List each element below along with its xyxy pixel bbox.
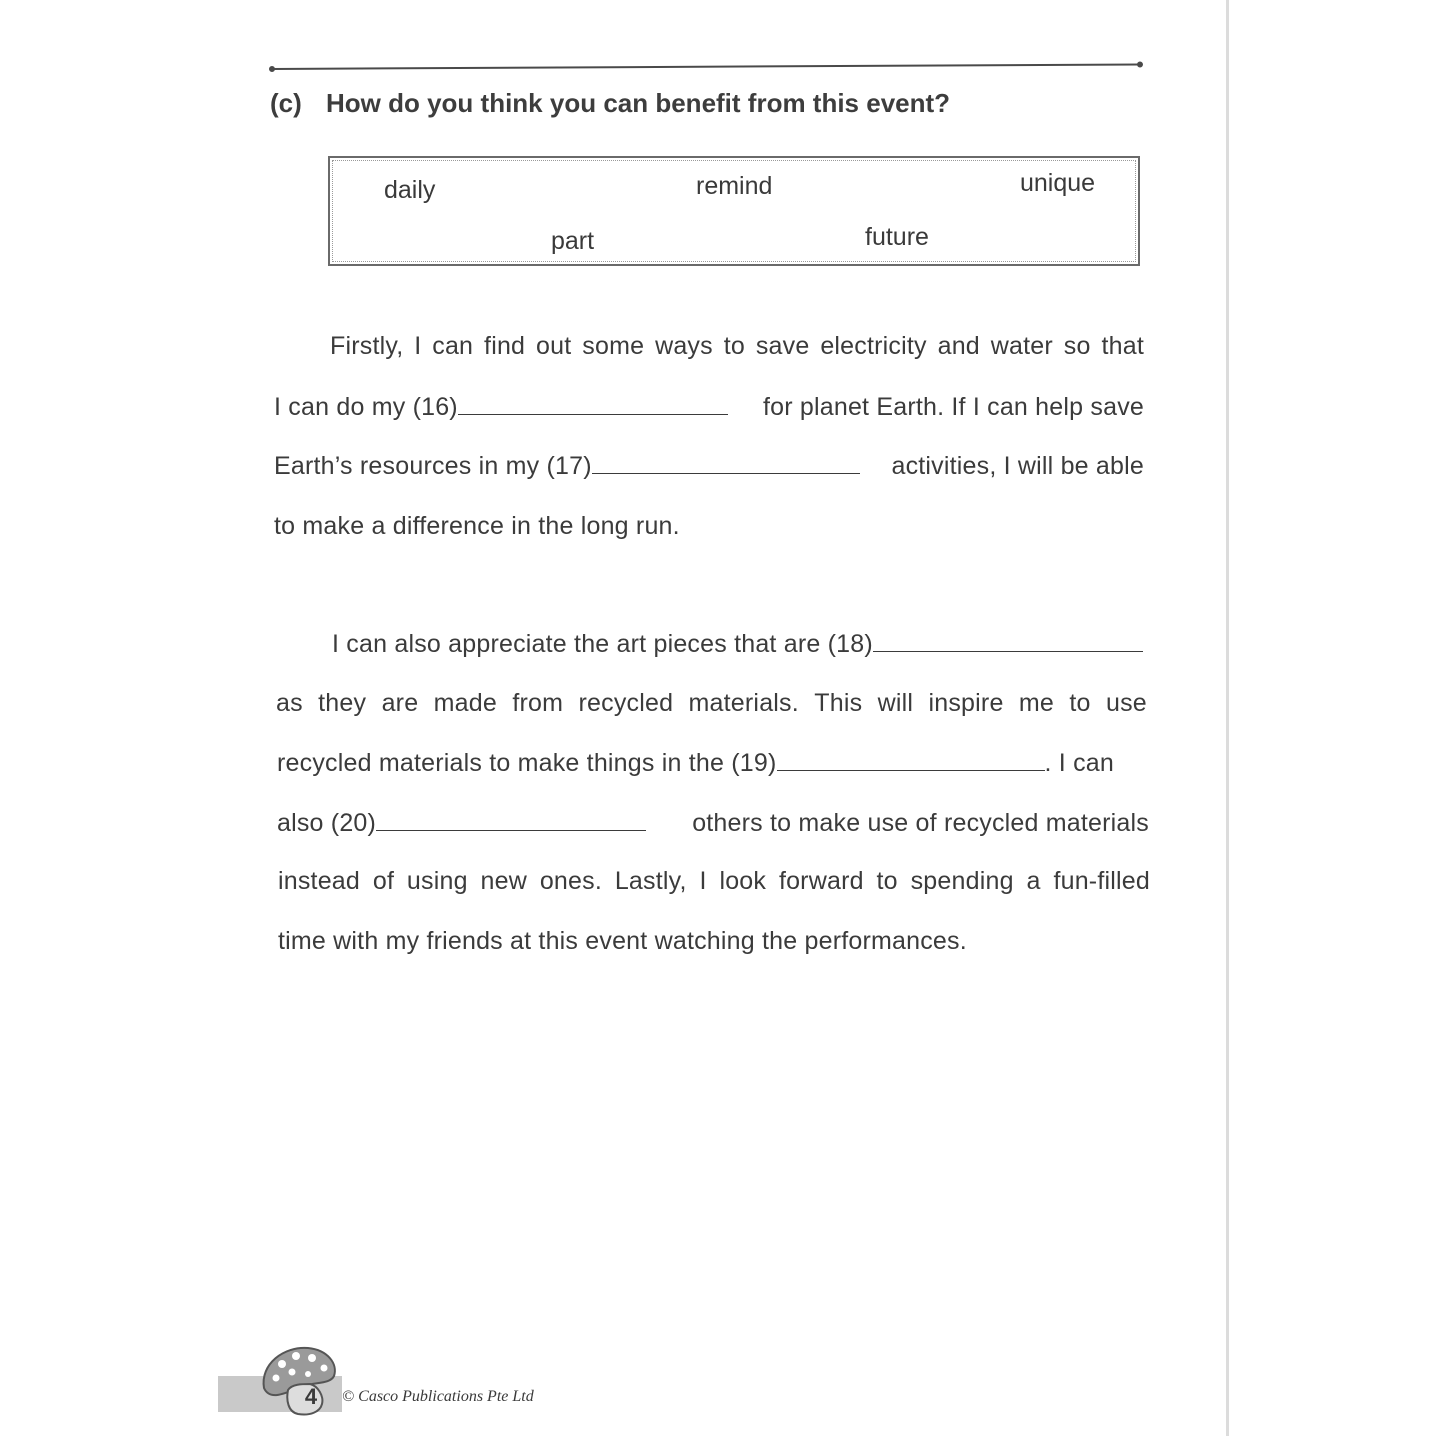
top-rule — [272, 63, 1140, 70]
paragraph1-line1: Firstly, I can find out some ways to save electricity and water so that — [330, 332, 1144, 360]
paragraph1-line3 — [274, 452, 1144, 481]
question-text: How do you think you can benefit from this event? — [326, 88, 951, 118]
paragraph2-line4-text-b: others to make use of recycled materials — [692, 809, 1149, 837]
paragraph2-line3-text-a: recycled materials to make things in the (19) — [277, 749, 777, 777]
paragraph2-line6 — [278, 927, 967, 956]
page-edge-divider — [1226, 0, 1229, 1436]
word-bank-item-remind: remind — [696, 172, 773, 200]
paragraph2-line5: instead of using new ones. Lastly, I look forward to spending a fun-filled — [278, 867, 1150, 895]
copyright-text: © Casco Publications Pte Ltd — [342, 1388, 534, 1405]
paragraph1-line2-text-a: I can do my (16) — [274, 393, 458, 421]
question-heading — [270, 88, 1170, 119]
paragraph2-line1 — [332, 630, 1148, 659]
paragraph2-line1-text: I can also appreciate the art pieces that are (18) — [332, 630, 873, 658]
paragraph1-line3-text-a: Earth’s resources in my (17) — [274, 452, 592, 480]
paragraph2-line3 — [277, 749, 1148, 778]
paragraph1-line2 — [274, 393, 1144, 422]
paragraph2-line3-text-b: . I can — [1044, 749, 1114, 777]
paragraph2-line6-text: time with my friends at this event watching the performances. — [278, 927, 967, 955]
word-bank-item-unique: unique — [1020, 169, 1096, 197]
word-bank-item-part: part — [551, 227, 595, 255]
paragraph1-line3-text-b: activities, I will be able — [891, 452, 1144, 480]
answer-blank-18[interactable] — [873, 631, 1143, 652]
word-bank-item-future: future — [865, 223, 929, 251]
paragraph1-line4 — [274, 512, 680, 541]
paragraph2-line4 — [277, 809, 1149, 838]
word-bank-item-daily: daily — [384, 176, 436, 204]
answer-blank-17[interactable] — [592, 453, 860, 474]
paragraph2-line4-text-a: also (20) — [277, 809, 377, 837]
answer-blank-16[interactable] — [458, 394, 728, 415]
answer-blank-19[interactable] — [777, 750, 1045, 771]
paragraph2-line2: as they are made from recycled materials. This will inspire me to use — [276, 689, 1147, 717]
question-label: (c) — [270, 88, 302, 118]
answer-blank-20[interactable] — [376, 810, 646, 831]
page-number: 4 — [304, 1384, 318, 1409]
paragraph1-line4-text: to make a difference in the long run. — [274, 512, 680, 540]
paragraph1-line2-text-b: for planet Earth. If I can help save — [762, 393, 1144, 421]
